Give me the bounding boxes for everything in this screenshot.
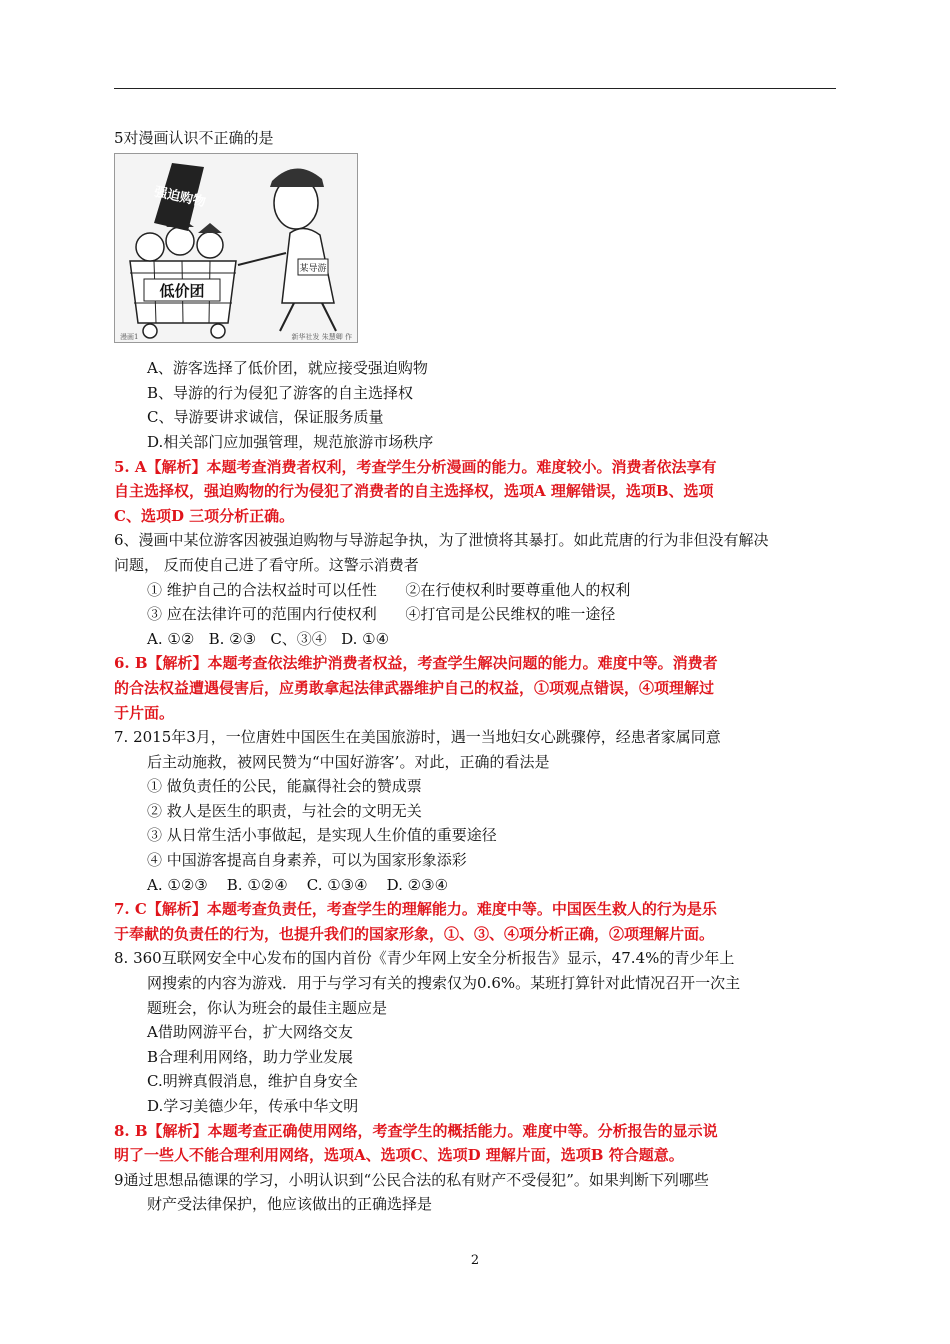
q5-option-a: A、游客选择了低价团，就应接受强迫购物	[147, 359, 428, 378]
q9-stem-line: 9通过思想品德课的学习，小明认识到“公民合法的私有财产不受侵犯”。如果判断下列哪些	[114, 1170, 709, 1189]
caption-left: 漫画1	[120, 332, 139, 341]
q7-item: ④ 中国游客提高自身素养，可以为国家形象添彩	[147, 851, 467, 870]
q8-stem-line: 网搜索的内容为游戏．用于与学习有关的搜索仅为0.6%。某班打算针对此情况召开一次主	[147, 974, 741, 993]
q8-option-b: B合理利用网络，助力学业发展	[147, 1047, 354, 1066]
header-rule	[114, 88, 836, 89]
q6-stem-line: 6、漫画中某位游客因被强迫购物与导游起争执，为了泄愤将其暴打。如此荒唐的行为非但没有解决	[114, 531, 769, 550]
q6-items: ① 维护自己的合法权益时可以任性 ②在行使权利时要尊重他人的权利	[147, 580, 631, 599]
q5-answer-line: C、选项D 三项分析正确。	[114, 506, 295, 525]
q9-stem-line: 财产受法律保护，他应该做出的正确选择是	[147, 1195, 433, 1214]
q7-item: ① 做负责任的公民，能赢得社会的赞成票	[147, 777, 422, 796]
q8-stem-line: 题班会，你认为班会的最佳主题应是	[147, 998, 388, 1017]
shopping-cartoon	[114, 153, 358, 343]
q8-answer-line: 明了一些人不能合理利用网络，选项A、选项C、选项D 理解片面，选项B 符合题意。	[114, 1146, 684, 1165]
q5-answer-line: 5. A【解析】本题考查消费者权利，考查学生分析漫画的能力。难度较小。消费者依法享有	[114, 457, 717, 476]
q7-item: ② 救人是医生的职责，与社会的文明无关	[147, 801, 422, 820]
q5-stem: 5对漫画认识不正确的是	[114, 129, 274, 147]
sign-label: 强迫购物	[152, 184, 207, 210]
q6-items: ③ 应在法律许可的范围内行使权利 ④打官司是公民维权的唯一途径	[147, 605, 616, 624]
q8-option-c: C.明辨真假消息，维护自身安全	[147, 1072, 358, 1091]
q7-answer-line: 7. C【解析】本题考查负责任，考查学生的理解能力。难度中等。中国医生救人的行为是乐	[114, 900, 717, 919]
q5-option-b: B、导游的行为侵犯了游客的自主选择权	[147, 383, 414, 402]
q6-answer-line: 的合法权益遭遇侵害后，应勇敢拿起法律武器维护自己的权益，①项观点错误，④项理解过	[114, 678, 715, 697]
badge-label: 某导游	[299, 263, 327, 274]
q7-stem-line: 后主动施救，被网民赞为“中国好游客’。对此，正确的看法是	[147, 752, 550, 771]
q8-option-d: D.学习美德少年，传承中华文明	[147, 1097, 359, 1115]
q8-option-a: A借助网游平台，扩大网络交友	[147, 1023, 353, 1042]
q7-choices: A. ①②③ B. ①②④ C. ①③④ D. ②③④	[147, 875, 449, 894]
q8-answer-line: 8. B【解析】本题考查正确使用网络，考查学生的概括能力。难度中等。分析报告的显示说	[114, 1121, 718, 1140]
q7-answer-line: 于奉献的负责任的行为，也提升我们的国家形象，①、③、④项分析正确，②项理解片面。	[114, 924, 715, 943]
q6-answer-line: 6. B【解析】本题考查依法维护消费者权益，考查学生解决问题的能力。难度中等。消费者	[114, 654, 718, 673]
q5-answer-line: 自主选择权，强迫购物的行为侵犯了消费者的自主选择权，选项A 理解错误，选项B、选项	[114, 482, 714, 501]
cart-label: 低价团	[159, 281, 205, 300]
q7-item: ③ 从日常生活小事做起，是实现人生价值的重要途径	[147, 826, 497, 845]
q5-option-d: D.相关部门应加强管理，规范旅游市场秩序	[147, 432, 434, 451]
q6-answer-line: 于片面。	[114, 703, 175, 722]
page-content	[114, 126, 844, 1217]
q5-option-c: C、导游要讲求诚信，保证服务质量	[147, 408, 384, 427]
q7-stem-line: 7. 2015年3月，一位唐姓中国医生在美国旅游时，遇一当地妇女心跳骤停，经患者家属同意	[114, 728, 721, 747]
caption-right: 新华社发 朱慧卿 作	[291, 332, 352, 341]
q6-choices: A. ①② B. ②③ C、③④ D. ①④	[147, 629, 390, 648]
page-number: 2	[470, 1253, 480, 1268]
q6-stem-line: 问题， 反而使自己进了看守所。这警示消费者	[114, 555, 419, 574]
q8-stem-line: 8. 360互联网安全中心发布的国内首份《青少年网上安全分析报告》显示，47.4%的青少年上	[114, 949, 735, 968]
